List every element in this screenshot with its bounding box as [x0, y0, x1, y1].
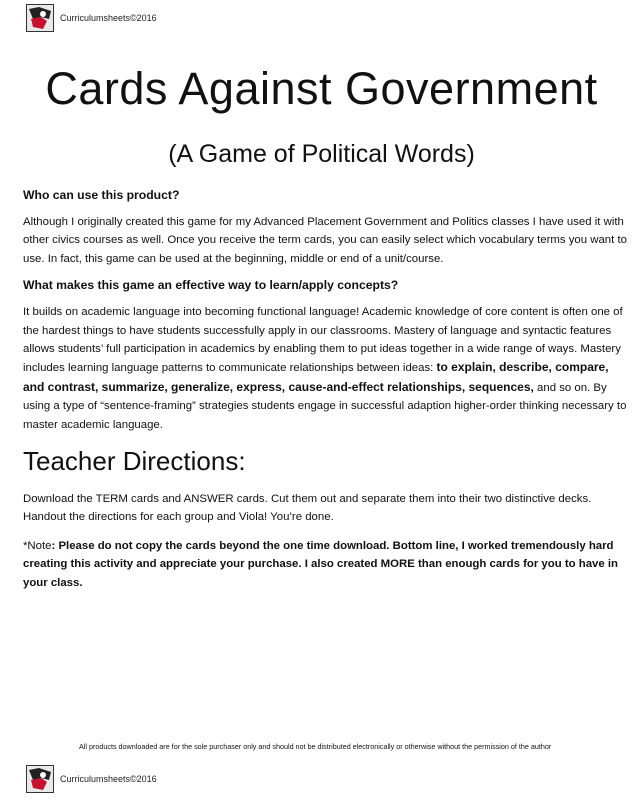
- body-text-after: and so on. By using a type of “sentence-framing” strategies students engage in successful adaption higher-order thinking necessary to master academic language.: [23, 381, 627, 431]
- teacher-directions-heading: Teacher Directions:: [23, 446, 246, 477]
- footer-disclaimer: All products downloaded are for the sole purchaser only and should not be distributed electronically or otherwise without the permission of the author: [79, 742, 552, 751]
- body-text-emphasis: to explain, describe, compare, and contrast, summarize, generalize, express, cause-and-effect relationships, sequences,: [23, 360, 609, 394]
- document-body: [23, 186, 628, 602]
- logo-icon: [26, 4, 54, 32]
- section-heading-who: Who can use this product?: [23, 188, 180, 202]
- note-prefix: *Note: [23, 539, 52, 552]
- brand-header: [26, 4, 157, 32]
- brand-name: Curriculumsheets©2016: [60, 774, 157, 784]
- brand-name: Curriculumsheets©2016: [60, 13, 157, 23]
- page-title: Cards Against Government: [45, 63, 598, 114]
- page-subtitle: (A Game of Political Words): [168, 140, 475, 168]
- logo-icon: [26, 765, 54, 793]
- note-body: : Please do not copy the cards beyond the one time download. Bottom line, I worked tremendously hard creating this activity and appreciate your purchase. I also created MORE than enough cards for you to have in your class.: [23, 539, 618, 589]
- section-heading-what: What makes this game an effective way to learn/apply concepts?: [23, 278, 399, 293]
- teacher-directions-body: Download the TERM cards and ANSWER cards. Cut them out and separate them into their two distinctive decks. Handout the directions for each group and Viola! You’re done.: [23, 493, 592, 524]
- body-text-before: It builds on academic language into becoming functional language! Academic knowledge of core content is often one of the hardest things to have students successfully apply in our classrooms. Mastery of language and syntactic features allows students’ full participation in academics by enabling them to put ideas together in a wide range of ways. Mastery includes learning language patterns to communicate relationships between ideas:: [23, 306, 623, 375]
- teacher-note: [23, 537, 628, 592]
- section-body-what: [23, 303, 628, 434]
- section-body-who: Although I originally created this game for my Advanced Placement Government and Politics classes I have used it with other civics courses as well. Once you receive the term cards, you can easily select which vocabulary terms you want to use. In fact, this game can be used at the beginning, middle or end of a unit/course.: [23, 216, 627, 265]
- brand-footer: [26, 765, 157, 793]
